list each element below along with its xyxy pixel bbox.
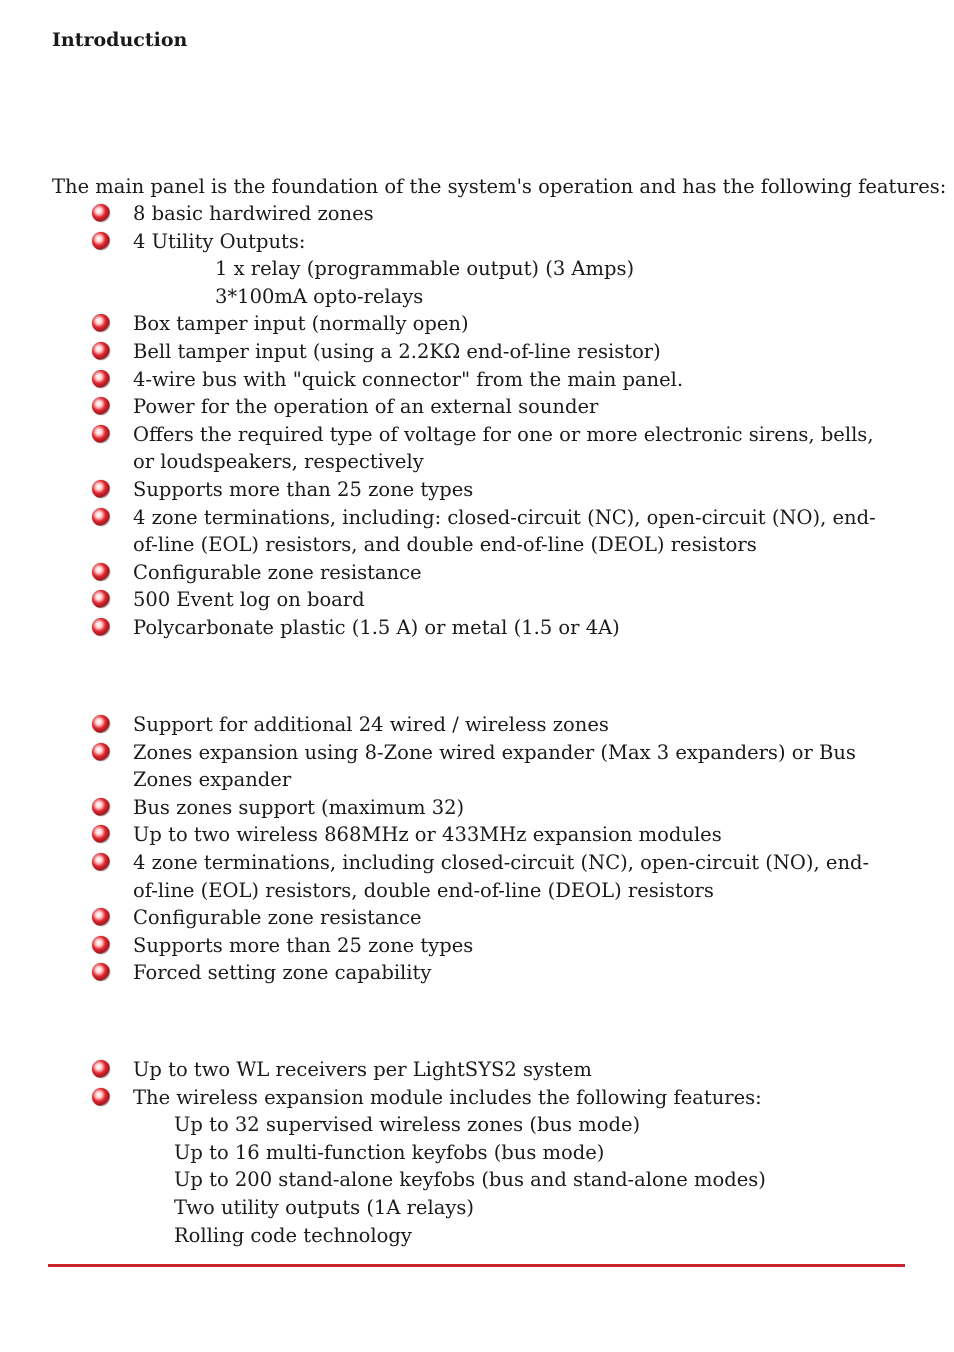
list-item: Forced setting zone capability xyxy=(92,959,892,987)
list-item: 4 zone terminations, including: closed-circuit (NC), open-circuit (NO), end-of-line (EOL) resistors, and double end-of-line (DEOL) resistors xyxy=(92,504,892,559)
red-sphere-bullet-icon xyxy=(92,370,110,388)
red-sphere-bullet-icon xyxy=(92,936,110,954)
list-item: Bell tamper input (using a 2.2KΩ end-of-line resistor) xyxy=(92,338,892,366)
list-item: Supports more than 25 zone types xyxy=(92,476,892,504)
sub-item: Up to 32 supervised wireless zones (bus mode) xyxy=(174,1113,641,1137)
list-item: Support for additional 24 wired / wireless zones xyxy=(92,711,892,739)
red-sphere-bullet-icon xyxy=(92,963,110,981)
sub-item: Up to 16 multi-function keyfobs (bus mode) xyxy=(174,1140,605,1164)
list-item: 500 Event log on board xyxy=(92,586,892,614)
page-heading: Introduction xyxy=(52,29,188,51)
red-sphere-bullet-icon xyxy=(92,715,110,733)
red-sphere-bullet-icon xyxy=(92,204,110,222)
list-item: The wireless expansion module includes the following features: Up to 32 supervised wireless zones (bus mode) Up to 16 multi-function keyfobs (bus mode) Up to 200 stand-alone keyfobs (bus and stand-alone modes) Two utility outputs (1A relays) Rolling code technology xyxy=(92,1084,892,1250)
red-sphere-bullet-icon xyxy=(92,853,110,871)
list-item: Supports more than 25 zone types xyxy=(92,932,892,960)
red-sphere-bullet-icon xyxy=(92,232,110,250)
list-item: Configurable zone resistance xyxy=(92,904,892,932)
zones-feature-list xyxy=(92,711,892,987)
wireless-feature-list xyxy=(92,1056,892,1249)
list-item: Up to two WL receivers per LightSYS2 system xyxy=(92,1056,892,1084)
red-sphere-bullet-icon xyxy=(92,618,110,636)
sub-item: Two utility outputs (1A relays) xyxy=(174,1195,474,1219)
intro-paragraph: The main panel is the foundation of the system's operation and has the following features: xyxy=(52,175,947,198)
red-sphere-bullet-icon xyxy=(92,825,110,843)
red-sphere-bullet-icon xyxy=(92,798,110,816)
red-sphere-bullet-icon xyxy=(92,342,110,360)
list-item: Offers the required type of voltage for one or more electronic sirens, bells, or loudspeakers, respectively xyxy=(92,421,892,476)
list-item: Polycarbonate plastic (1.5 A) or metal (1.5 or 4A) xyxy=(92,614,892,642)
red-sphere-bullet-icon xyxy=(92,314,110,332)
red-sphere-bullet-icon xyxy=(92,480,110,498)
list-item: 4 zone terminations, including closed-circuit (NC), open-circuit (NO), end-of-line (EOL) resistors, double end-of-line (DEOL) resistors xyxy=(92,849,892,904)
red-sphere-bullet-icon xyxy=(92,908,110,926)
red-sphere-bullet-icon xyxy=(92,563,110,581)
footer-rule xyxy=(48,1264,905,1267)
list-item: Configurable zone resistance xyxy=(92,559,892,587)
sub-item: 3*100mA opto-relays xyxy=(215,284,424,308)
sub-item: 1 x relay (programmable output) (3 Amps) xyxy=(215,257,635,281)
list-item: Box tamper input (normally open) xyxy=(92,310,892,338)
red-sphere-bullet-icon xyxy=(92,1088,110,1106)
main-panel-feature-list xyxy=(92,200,892,642)
list-item: Power for the operation of an external sounder xyxy=(92,393,892,421)
list-item: Zones expansion using 8-Zone wired expander (Max 3 expanders) or Bus Zones expander xyxy=(92,739,892,794)
list-item: 4-wire bus with "quick connector" from the main panel. xyxy=(92,366,892,394)
red-sphere-bullet-icon xyxy=(92,590,110,608)
sub-item: Rolling code technology xyxy=(174,1223,412,1247)
red-sphere-bullet-icon xyxy=(92,1060,110,1078)
list-item: Bus zones support (maximum 32) xyxy=(92,794,892,822)
list-item: Up to two wireless 868MHz or 433MHz expansion modules xyxy=(92,821,892,849)
red-sphere-bullet-icon xyxy=(92,743,110,761)
sub-item: Up to 200 stand-alone keyfobs (bus and stand-alone modes) xyxy=(174,1168,766,1192)
red-sphere-bullet-icon xyxy=(92,508,110,526)
red-sphere-bullet-icon xyxy=(92,397,110,415)
red-sphere-bullet-icon xyxy=(92,425,110,443)
list-item: 4 Utility Outputs: 1 x relay (programmable output) (3 Amps) 3*100mA opto-relays xyxy=(92,228,892,311)
list-item: 8 basic hardwired zones xyxy=(92,200,892,228)
